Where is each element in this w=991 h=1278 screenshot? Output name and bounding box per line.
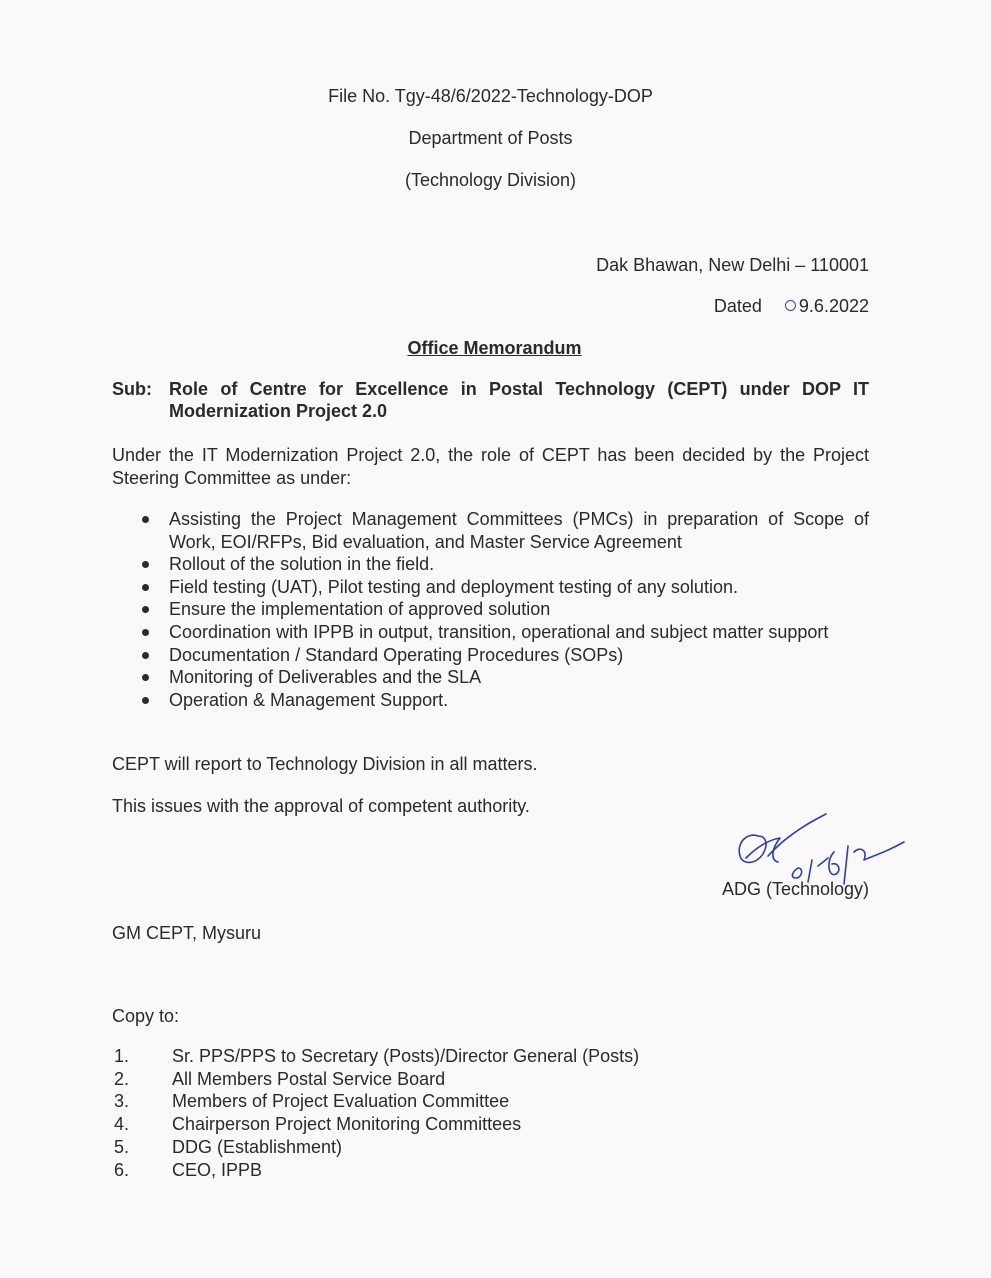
list-item: Assisting the Project Management Committees (PMCs) in preparation of Scope of Work, EOI/RFPs, Bid evaluation, and Master Service Agreement: [112, 508, 869, 553]
list-item: 4. Chairperson Project Monitoring Committees: [114, 1114, 522, 1135]
list-item: 6. CEO, IPPB: [114, 1159, 263, 1180]
memo-date: 9.6.2022: [798, 296, 869, 316]
signature-icon: [728, 808, 908, 888]
list-item: 1. Sr. PPS/PPS to Secretary (Posts)/Director General (Posts): [114, 1046, 640, 1066]
bullet-icon: [142, 652, 149, 659]
signatory-designation: ADG (Technology): [721, 879, 869, 899]
list-item: Field testing (UAT), Pilot testing and deployment testing of any solution.: [112, 576, 869, 599]
bullet-icon: [142, 561, 149, 568]
subject-text: Role of Centre for Excellence in Postal Technology (CEPT) under DOP IT Modernization Project 2.0: [169, 379, 869, 421]
copy-to-list: [112, 1045, 639, 1181]
division-name: (Technology Division): [404, 170, 577, 190]
page-title: Office Memorandum: [407, 338, 582, 358]
list-item: 2. All Members Postal Service Board: [114, 1068, 446, 1089]
date-line: [714, 296, 869, 317]
bullet-icon: [142, 629, 149, 636]
addressee: GM CEPT, Mysuru: [112, 923, 262, 943]
bullet-icon: [142, 584, 149, 591]
list-item: Coordination with IPPB in output, transition, operational and subject matter support: [112, 621, 869, 644]
list-item: Documentation / Standard Operating Procedures (SOPs): [112, 644, 869, 667]
handwritten-zero-mark: [785, 300, 796, 311]
subject-block: [112, 378, 869, 422]
bullet-icon: [142, 606, 149, 613]
list-item: Operation & Management Support.: [112, 689, 869, 712]
dated-label: Dated: [713, 296, 762, 316]
roles-list: [112, 508, 869, 711]
bullet-icon: [142, 516, 149, 523]
office-address: Dak Bhawan, New Delhi – 110001: [596, 255, 869, 275]
department-name: Department of Posts: [408, 128, 573, 148]
bullet-icon: [142, 674, 149, 681]
subject-label: Sub:: [112, 379, 152, 399]
list-item: 3. Members of Project Evaluation Committee: [114, 1091, 510, 1112]
bullet-icon: [142, 697, 149, 704]
list-item: Rollout of the solution in the field.: [112, 553, 869, 576]
file-number: File No. Tgy-48/6/2022-Technology-DOP: [328, 86, 653, 106]
reporting-paragraph: CEPT will report to Technology Division in all matters.: [112, 754, 538, 774]
list-item: Ensure the implementation of approved solution: [112, 598, 869, 621]
intro-paragraph: Under the IT Modernization Project 2.0, the role of CEPT has been decided by the Project Steering Committee as under:: [112, 445, 869, 488]
list-item: 5. DDG (Establishment): [114, 1136, 343, 1157]
approval-paragraph: This issues with the approval of competent authority.: [112, 796, 530, 816]
copy-to-label: Copy to:: [112, 1006, 180, 1026]
list-item: Monitoring of Deliverables and the SLA: [112, 666, 869, 689]
